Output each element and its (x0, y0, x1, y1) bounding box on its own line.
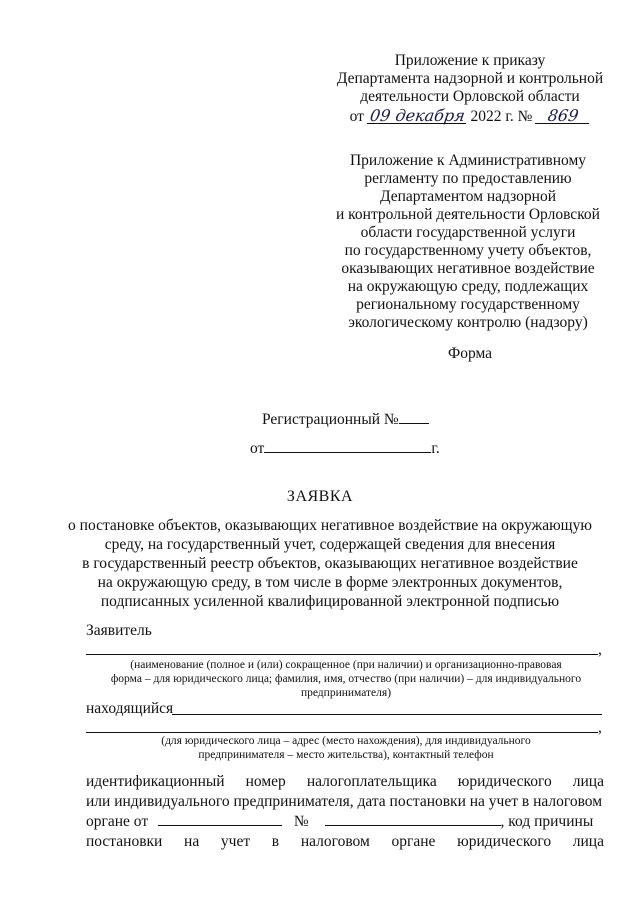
order-appendix-date-line (330, 108, 610, 126)
location-hint-line: (для юридического лица – адрес (место нахождения), для индивидуального (161, 735, 531, 747)
order-number-handwritten: 869 (535, 109, 591, 124)
inn-kpp-label: , код причины (500, 813, 594, 830)
document-title: ЗАЯВКА (286, 488, 354, 505)
inn-word: номер (245, 773, 286, 790)
inn-word: юридического (457, 773, 552, 790)
registration-number (262, 410, 429, 430)
regulation-appendix (318, 152, 618, 332)
inn-word: юридического (457, 833, 552, 850)
location-hint (86, 734, 606, 762)
reg-appendix-line: экологическому контролю (надзору) (348, 314, 588, 331)
inn-word: на (184, 833, 200, 850)
inn-word: лица (572, 773, 604, 790)
subtitle-line: на окружающую среду, в том числе в форме электронных документов, (97, 574, 563, 591)
registration-date-prefix: от (250, 440, 265, 457)
subtitle-line: в государственный реестр объектов, оказывающих негативное воздействие (82, 555, 578, 572)
order-date-handwritten: 09 декабря (368, 106, 467, 125)
reg-appendix-line: области государственной услуги (360, 224, 576, 241)
applicant-field[interactable] (86, 654, 598, 655)
reg-appendix-line: регламенту по предоставлению (364, 170, 572, 187)
order-appendix-line1: Приложение к приказу (394, 52, 546, 69)
registration-date-blank[interactable] (264, 440, 431, 453)
applicant-hint-line: (наименование (полное и (или) сокращенное (при наличии) и организационно-правовая (130, 659, 562, 671)
order-date-prefix: от (349, 108, 364, 125)
order-year: 2022 г. № (470, 108, 533, 125)
inn-date-prefix: органе от (86, 813, 149, 830)
inn-line-3 (86, 812, 604, 832)
subtitle-line: подписанных усиленной квалифицированной электронной подписью (100, 593, 560, 610)
applicant-hint (86, 658, 606, 700)
applicant-hint-line: форма – для юридического лица; фамилия, имя, отчество (при наличии) – для индивидуального (110, 673, 582, 685)
inn-number-label: № (293, 813, 309, 830)
applicant-label: Заявитель (86, 622, 152, 639)
reg-appendix-line: Департаментом надзорной (379, 188, 557, 205)
inn-word: лица (572, 833, 604, 850)
applicant-hint-line: предпринимателя) (300, 687, 392, 699)
reg-appendix-line: по государственному учету объектов, (344, 242, 592, 259)
inn-word: учет (220, 833, 251, 850)
registration-number-label: Регистрационный № (262, 411, 399, 428)
location-hint-line: предпринимателя – место жительства), контактный телефон (198, 749, 494, 761)
inn-word: налогоплательщика (306, 773, 437, 790)
reg-appendix-line: оказывающих негативное воздействие (341, 260, 595, 277)
inn-line-1 (86, 772, 604, 792)
inn-number-blank[interactable] (325, 813, 501, 826)
reg-appendix-line: Приложение к Административному (349, 152, 586, 169)
reg-appendix-line: и контрольной деятельности Орловской (336, 206, 600, 223)
inn-word: органе (391, 833, 436, 850)
location-comma: , (598, 719, 602, 736)
order-appendix-line3: деятельности Орловской области (360, 88, 580, 105)
subtitle-line: о постановке объектов, оказывающих негативное воздействие на окружающую (68, 517, 592, 534)
reg-appendix-line: на окружающую среду, подлежащих (347, 278, 589, 295)
order-appendix (330, 52, 610, 126)
form-label: Форма (447, 345, 493, 362)
location-field-2[interactable] (86, 732, 598, 733)
location-field-1[interactable] (172, 714, 602, 715)
inn-line-2: или индивидуального предпринимателя, дата постановки на учет в налоговом (86, 793, 603, 810)
inn-word: налоговом (300, 833, 370, 850)
registration-number-blank[interactable] (399, 411, 429, 424)
inn-word: постановки (86, 833, 163, 850)
subtitle-line: среду, на государственный учет, содержащей сведения для внесения (104, 536, 556, 553)
order-appendix-line2: Департамента надзорной и контрольной (336, 70, 604, 87)
document-subtitle (60, 516, 600, 611)
applicant-comma: , (598, 641, 602, 658)
inn-word: в (271, 833, 280, 850)
inn-word: идентификационный (86, 773, 225, 790)
registration-date (250, 439, 440, 459)
location-label: находящийся (86, 700, 174, 717)
reg-appendix-line: региональному государственному (356, 296, 580, 313)
registration-date-suffix: г. (431, 440, 440, 457)
inn-line-4 (86, 832, 604, 852)
inn-date-blank[interactable] (158, 813, 282, 826)
